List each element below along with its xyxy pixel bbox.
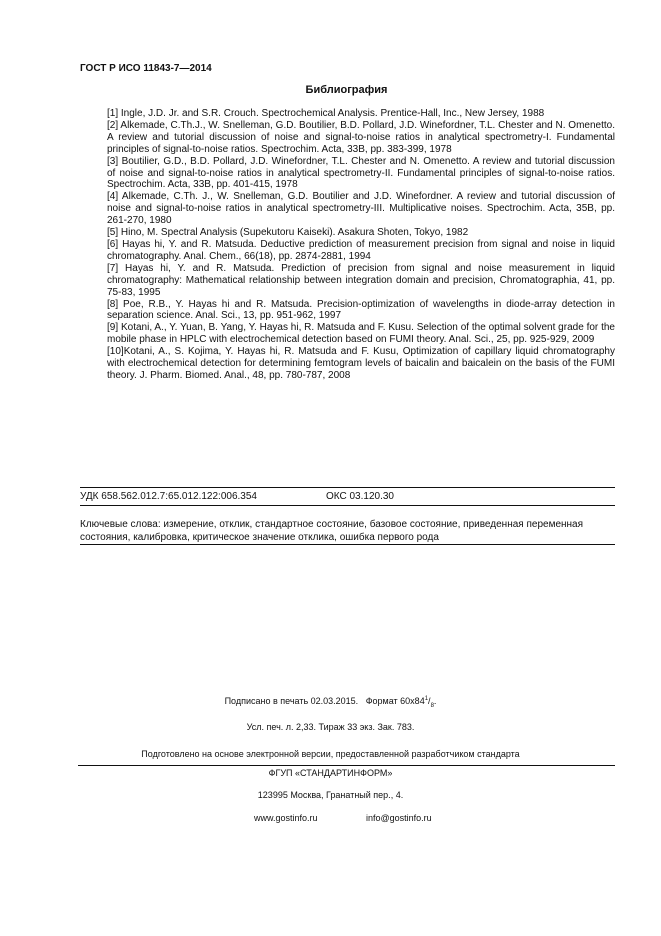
keywords: Ключевые слова: измерение, отклик, стандартное состояние, базовое состояние, приведенная переменная состояния, калибровка, критическое значение отклика, ошибка первого рода	[80, 519, 584, 543]
bibliography-entry	[107, 346, 615, 382]
entry-text: Alkemade, C.Th.J., W. Snelleman, G.D. Boutilier, B.D. Pollard, J.D. Winefordner, T.L. Chester and N. Omenetto. A review and tutorial discussion of noise and signal-to-noise ratios in analytical spectrometry-I. Fundamental principles of signal-to-noise ratios. Spectrochim. Acta, 33B, pp. 383-399, 1978	[107, 119, 615, 155]
entry-number: [9]	[107, 322, 119, 334]
classification-row	[80, 491, 615, 502]
signed-line: Подписано в печать 02.03.2015. Формат $60x84^1/_8$.	[224, 696, 437, 709]
entry-text: Ingle, J.D. Jr. and S.R. Crouch. Spectrochemical Analysis. Prentice-Hall, Inc., New Jersey, 1988	[120, 108, 545, 119]
bibliography-entry	[107, 108, 615, 120]
format-sub: 8	[430, 702, 434, 709]
entry-number: [1]	[107, 108, 119, 119]
print-info: Усл. печ. л. 2,33. Тираж 33 экз. Зак. 783.	[246, 722, 415, 732]
bibliography-entry	[107, 263, 615, 299]
format-label: Формат 60x84	[365, 696, 425, 706]
entry-text: Boutilier, G.D., B.D. Pollard, J.D. Winefordner, T.L. Chester and N. Omenetto. A review and tutorial discussion of noise and signal-to-noise ratios in analytical spectrometry-II. Fundamental principles of signal-to-noise ratios. Spectrochim. Acta, 33B, pp. 401-415, 1978	[107, 155, 615, 191]
signed-date: Подписано в печать 02.03.2015.	[224, 696, 359, 706]
entry-number: [5]	[107, 227, 119, 239]
divider-bottom	[80, 544, 615, 545]
prepared-note: Подготовлено на основе электронной версии, предоставленной разработчиком стандарта	[141, 749, 520, 759]
bibliography-entry	[107, 322, 615, 346]
entry-number: [2]	[107, 119, 119, 131]
udc-code: УДК 658.562.012.7:65.012.122:006.354	[80, 491, 257, 502]
website-link[interactable]: www.gostinfo.ru	[254, 813, 318, 823]
bibliography-entry	[107, 120, 615, 156]
format-sup: 1	[424, 696, 429, 702]
imprint-divider	[78, 765, 615, 766]
bibliography-entry	[107, 239, 615, 263]
divider-middle	[80, 505, 615, 506]
entry-text: Kotani, A., S. Kojima, Y. Hayas hi, R. Matsuda and F. Kusu, Optimization of capillary liquid chromatography with electrochemical detection for determining femtogram levels of baicalin and baicalein on the basis of the FUMI theory. J. Pharm. Biomed. Anal., 48, pp. 780-787, 2008	[107, 346, 615, 381]
entry-number: [8]	[107, 298, 119, 310]
entry-number: [3]	[107, 155, 119, 167]
entry-number: [7]	[107, 262, 119, 274]
entry-text: Alkemade, C.Th. J., W. Snelleman, G.D. Boutilier and J.D. Winefordner. A review and tutorial discussion of noise and signal-to-noise ratios in analytical spectrometry-III. Multiplicative noises. Spectrochim. Acta, 35B, pp. 261-270, 1980	[107, 191, 615, 227]
entry-number: [4]	[107, 191, 119, 203]
page-title: Библиография	[305, 84, 388, 96]
entry-text: Hino, M. Spectral Analysis (Supekutoru Kaiseki). Asakura Shoten, Tokyo, 1982	[120, 227, 469, 239]
entry-text: Hayas hi, Y. and R. Matsuda. Deductive prediction of measurement precision from signal and noise in liquid chromatography. Anal. Chem., 66(18), pp. 2874-2881, 1994	[107, 238, 615, 262]
entry-number: [10]	[107, 346, 124, 358]
email-link[interactable]: info@gostinfo.ru	[366, 813, 432, 823]
entry-text: Poe, R.B., Y. Hayas hi and R. Matsuda. Precision-optimization of wavelengths in diode-array detection in separation science. Anal. Sci., 13, pp. 951-962, 1997	[107, 298, 615, 322]
entry-text: Kotani, A., Y. Yuan, B. Yang, Y. Hayas hi, R. Matsuda and F. Kusu. Selection of the optimal solvent grade for the mobile phase in HPLC with electrochemical detection based on FUMI theory. Anal. Sci., 25, pp. 925-929, 2009	[107, 322, 615, 346]
divider-top	[80, 487, 615, 488]
bibliography-list	[107, 108, 615, 382]
entry-text: Hayas hi, Y. and R. Matsuda. Prediction of precision from signal and noise measurement in liquid chromatography: Mathematical relationship between integration domain and precision, Chromatographia, 41, pp. 75-83, 1995	[107, 262, 615, 298]
entry-number: [6]	[107, 238, 119, 250]
oks-code: ОКС 03.120.30	[326, 491, 394, 502]
format-suffix: .	[433, 696, 437, 706]
bibliography-entry	[107, 227, 615, 239]
bibliography-entry	[107, 191, 615, 227]
address: 123995 Москва, Гранатный пер., 4.	[257, 790, 404, 800]
bibliography-entry	[107, 299, 615, 323]
standard-designation: ГОСТ Р ИСО 11843-7—2014	[80, 63, 212, 74]
publisher: ФГУП «СТАНДАРТИНФОРМ»	[268, 768, 393, 778]
bibliography-entry	[107, 156, 615, 192]
